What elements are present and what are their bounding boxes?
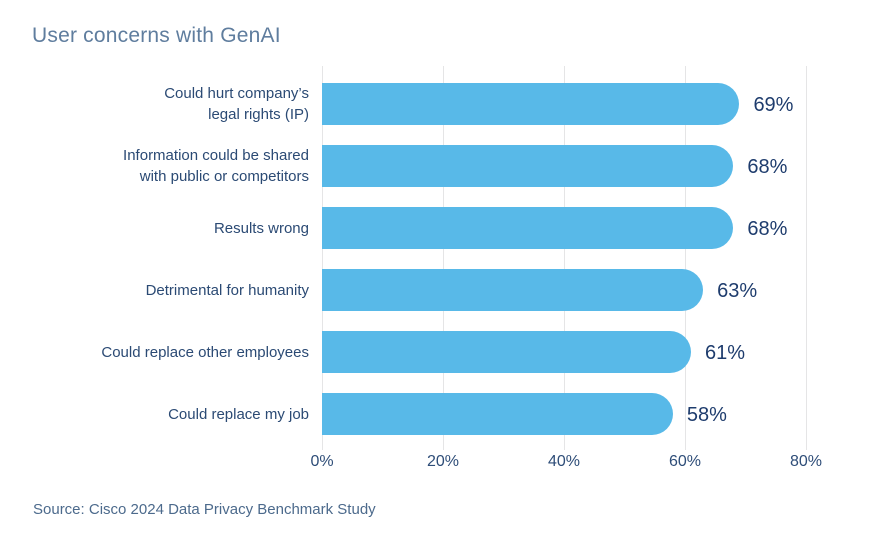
x-tick-label-20: 20% [426, 453, 460, 470]
x-tick-label-40: 40% [547, 453, 581, 470]
bar-row-information-shared [322, 145, 806, 187]
category-label-results-wrong [0, 197, 309, 259]
bar-row-detrimental-humanity [322, 269, 806, 311]
chart-title: User concerns with GenAI [32, 24, 281, 47]
category-label-line: Could replace my job [168, 405, 309, 423]
bar-row-results-wrong [322, 207, 806, 249]
bar-information-shared [322, 145, 733, 187]
gridline-80pct [806, 66, 807, 450]
category-label-line: Detrimental for humanity [145, 281, 309, 299]
category-label-line: Results wrong [213, 219, 309, 237]
category-label-detrimental-humanity [0, 259, 309, 321]
category-label-legal-rights [0, 73, 309, 135]
bar-row-legal-rights [322, 83, 806, 125]
bar-value-label: 69% [753, 94, 794, 116]
x-tick-label-0: 0% [310, 453, 334, 470]
bar-replace-my-job [322, 393, 673, 435]
category-label-line: with public or competitors [139, 168, 309, 185]
bar-replace-other-employees [322, 331, 691, 373]
bar-value-label: 61% [705, 342, 746, 364]
bar-value-label: 68% [747, 218, 788, 240]
category-label-line: Could replace other employees [101, 343, 309, 361]
bar-value-label: 63% [717, 280, 758, 302]
bar-legal-rights [322, 83, 739, 125]
category-label-information-shared [0, 135, 309, 197]
bar-detrimental-humanity [322, 269, 703, 311]
plot-area [310, 66, 823, 470]
category-label-line: legal rights (IP) [208, 106, 309, 123]
category-label-line: Could hurt company’s [164, 85, 309, 102]
category-label-replace-my-job [0, 383, 309, 445]
source-note: Source: Cisco 2024 Data Privacy Benchmark Study [33, 501, 376, 518]
bar-results-wrong [322, 207, 733, 249]
x-tick-label-80: 80% [789, 453, 823, 470]
bar-value-label: 68% [747, 156, 788, 178]
bar-row-replace-my-job [322, 393, 806, 435]
bar-row-replace-other-employees [322, 331, 806, 373]
x-tick-label-60: 60% [668, 453, 702, 470]
category-label-replace-other-employees [0, 321, 309, 383]
bar-value-label: 58% [686, 404, 727, 426]
category-label-line: Information could be shared [123, 147, 309, 164]
